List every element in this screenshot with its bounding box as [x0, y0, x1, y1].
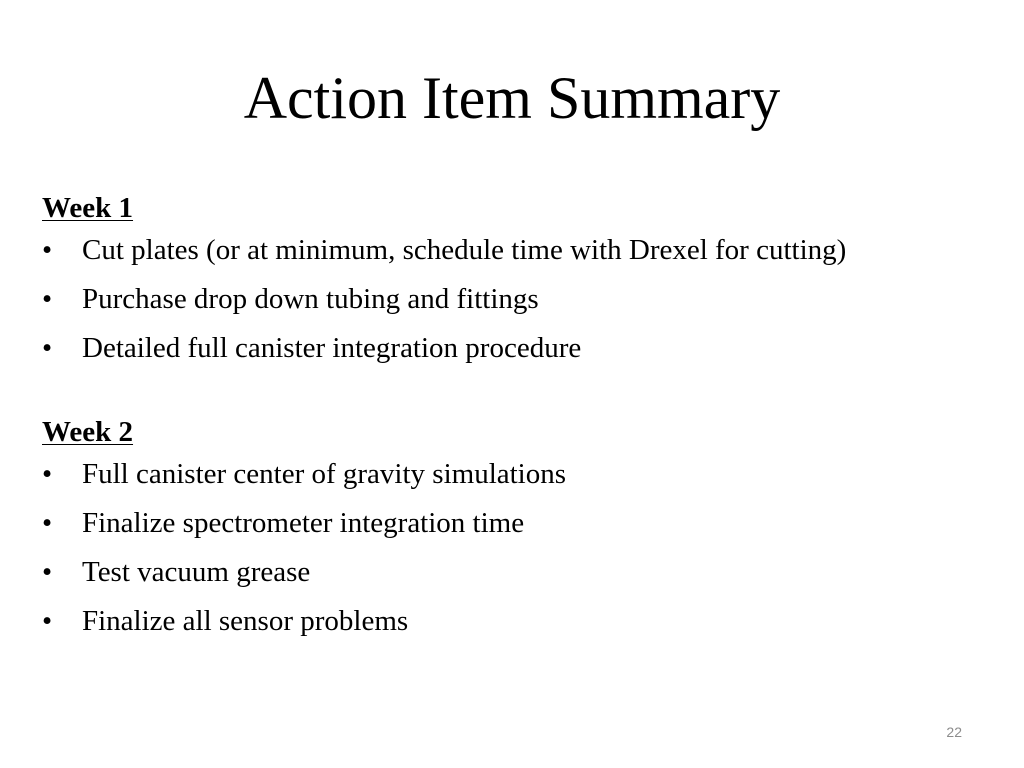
bullet-item: [42, 230, 972, 270]
section-week-1: [42, 188, 972, 368]
bullet-item: [42, 279, 972, 319]
bullet-list: [42, 230, 972, 368]
bullet-icon: •: [42, 283, 53, 315]
bullet-item: [42, 454, 972, 494]
bullet-text: Full canister center of gravity simulations: [82, 458, 567, 490]
bullet-item: [42, 503, 972, 543]
section-week-2: [42, 412, 972, 641]
bullet-text: Detailed full canister integration procedure: [82, 332, 582, 364]
slide-body: [42, 188, 972, 650]
bullet-text: Cut plates (or at minimum, schedule time with Drexel for cutting): [82, 234, 847, 266]
slide-number: 22: [946, 724, 962, 740]
bullet-icon: •: [42, 507, 53, 539]
bullet-text: Test vacuum grease: [82, 556, 311, 588]
bullet-item: [42, 601, 972, 641]
bullet-text: Finalize all sensor problems: [82, 605, 409, 637]
slide-title: Action Item Summary: [243, 65, 781, 131]
bullet-icon: •: [42, 458, 53, 490]
bullet-icon: •: [42, 556, 53, 588]
bullet-list: [42, 454, 972, 641]
bullet-text: Purchase drop down tubing and fittings: [82, 283, 539, 315]
bullet-icon: •: [42, 605, 53, 637]
bullet-text: Finalize spectrometer integration time: [82, 507, 525, 539]
bullet-icon: •: [42, 332, 53, 364]
bullet-item: [42, 552, 972, 592]
section-heading: Week 1: [42, 192, 134, 224]
bullet-item: [42, 328, 972, 368]
bullet-icon: •: [42, 234, 53, 266]
section-heading: Week 2: [42, 416, 134, 448]
